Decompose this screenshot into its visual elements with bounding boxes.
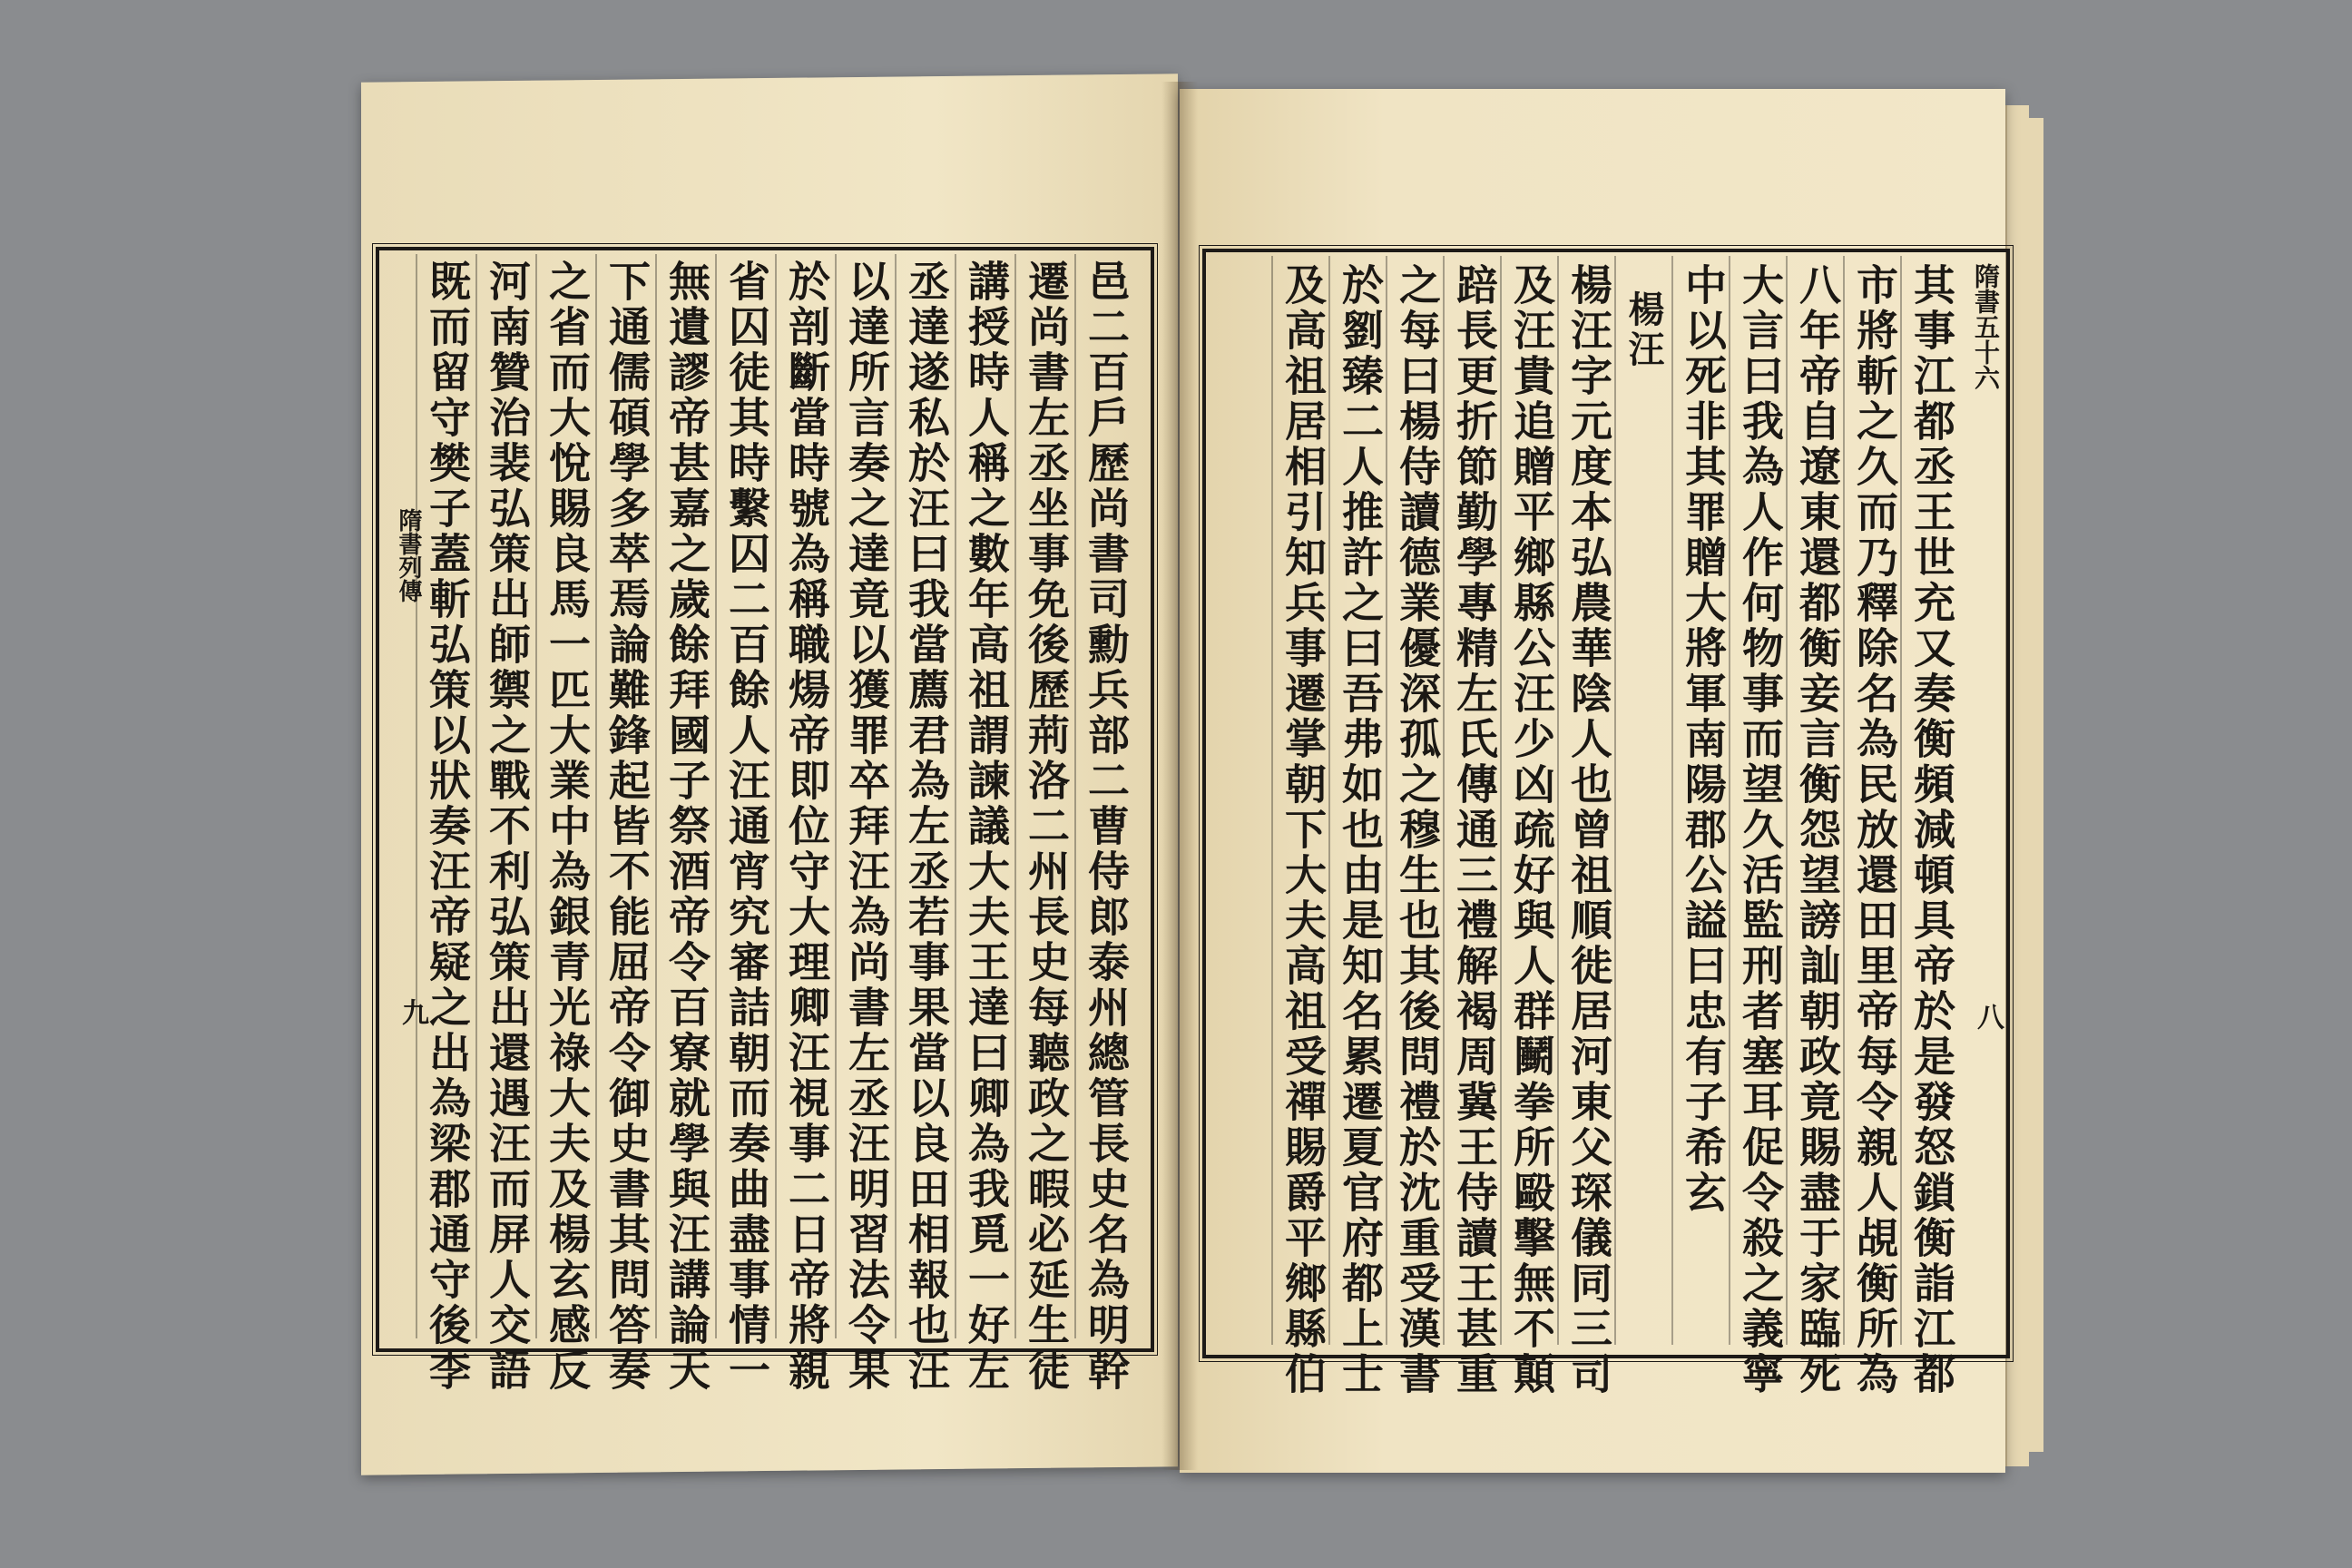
book-gutter [1161,82,1198,1470]
column-rule [475,254,477,1338]
text-column: 楊汪 [1622,290,1665,370]
column-rule [595,254,597,1338]
text-column: 河南贊治裴弘策出師禦之戰不利弘策出還遇汪而屏人交語 [483,260,532,1394]
column-rule [955,254,956,1338]
column-rule [1671,256,1673,1345]
column-rule [655,254,657,1338]
column-rule [1074,254,1076,1338]
column-rule [1729,256,1730,1345]
column-rule [835,254,837,1338]
column-rule [1557,256,1559,1345]
text-column: 既而留守樊子蓋斬弘策以狀奏汪帝疑之出為梁郡通守後李 [423,260,472,1394]
column-rule [1328,256,1330,1345]
text-column: 丞達遂私於汪曰我當薦君為左丞若事果當以良田相報也汪 [902,260,951,1394]
column-rule [1271,256,1273,1345]
text-column: 下通儒碩學多萃焉論難鋒起皆不能屈帝令御史書其問答奏 [603,260,652,1394]
column-rule [895,254,897,1338]
text-column: 講授時人稱之數年高祖謂諫議大夫王達曰卿為我覓一好左 [962,260,1011,1394]
text-column: 八年帝自遼東還都衡妾言衡怨望謗訕朝政竟賜盡于家臨死 [1793,263,1842,1397]
column-rule [535,254,537,1338]
column-rule [1014,254,1016,1338]
column-rule [1843,256,1845,1345]
text-column: 遷尚書左丞坐事免後歷荊洛二州長史每聽政之暇必延生徒 [1022,260,1071,1394]
text-column: 無遺謬帝甚嘉之歲餘拜國子祭酒帝令百寮就學與汪講論天 [662,260,711,1394]
text-column: 之每曰楊侍讀德業優深孤之穆生也其後問禮於沈重受漢書 [1393,263,1442,1397]
text-column: 之省而大悅賜良馬一匹大業中為銀青光祿大夫及楊玄感反 [543,260,592,1394]
text-column: 中以死非其罪贈大將軍南陽郡公謚曰忠有子希玄 [1679,263,1728,1216]
text-column: 於剖斷當時號為稱職煬帝即位守大理卿汪視事二日帝將親 [782,260,831,1394]
text-column: 市將斬之久而乃釋除名為民放還田里帝每令親人覘衡所為 [1850,263,1899,1397]
column-rule [1786,256,1788,1345]
column-rule [715,254,717,1338]
column-rule [1614,256,1616,1345]
text-column: 楊汪字元度本弘農華陰人也曾祖順徙居河東父琛儀同三司 [1564,263,1613,1397]
text-column: 踣長更折節勤學專精左氏傳通三禮解褐周冀王侍讀王甚重 [1450,263,1499,1397]
text-column: 於劉臻二人推許之曰吾弗如也由是知名累遷夏官府都上士 [1336,263,1385,1397]
right-leaf-number: 八 [1972,1003,2004,1030]
text-column: 及汪貴追贈平鄉縣公汪少凶疏好與人群鬭拳所毆擊無不顛 [1507,263,1556,1397]
text-column: 以達所言奏之達竟以獲罪卒拜汪為尚書左丞汪明習法令果 [842,260,891,1394]
text-column: 省囚徒其時繫囚二百餘人汪通宵究審詰朝而奏曲盡事情一 [722,260,771,1394]
left-leaf-number: 九 [397,998,428,1025]
column-rule [1443,256,1445,1345]
text-column: 邑二百戶歷尚書司勳兵部二曹侍郎泰州總管長史名為明幹 [1082,260,1131,1394]
column-rule [1900,256,1902,1345]
column-rule [775,254,777,1338]
text-column: 及高祖居相引知兵事遷掌朝下大夫高祖受禪賜爵平鄉縣伯 [1279,263,1328,1397]
text-column: 大言曰我為人作何物事而望久活監刑者塞耳促令殺之義寧 [1736,263,1785,1397]
text-column: 其事江都丞王世充又奏衡頻減頓具帝於是發怒鎖衡詣江都 [1907,263,1956,1397]
right-margin-label: 隋書五十六 [1971,263,2001,390]
column-rule [1386,256,1387,1345]
column-rule [1500,256,1502,1345]
left-margin-label: 隋書列傳 [395,508,422,603]
